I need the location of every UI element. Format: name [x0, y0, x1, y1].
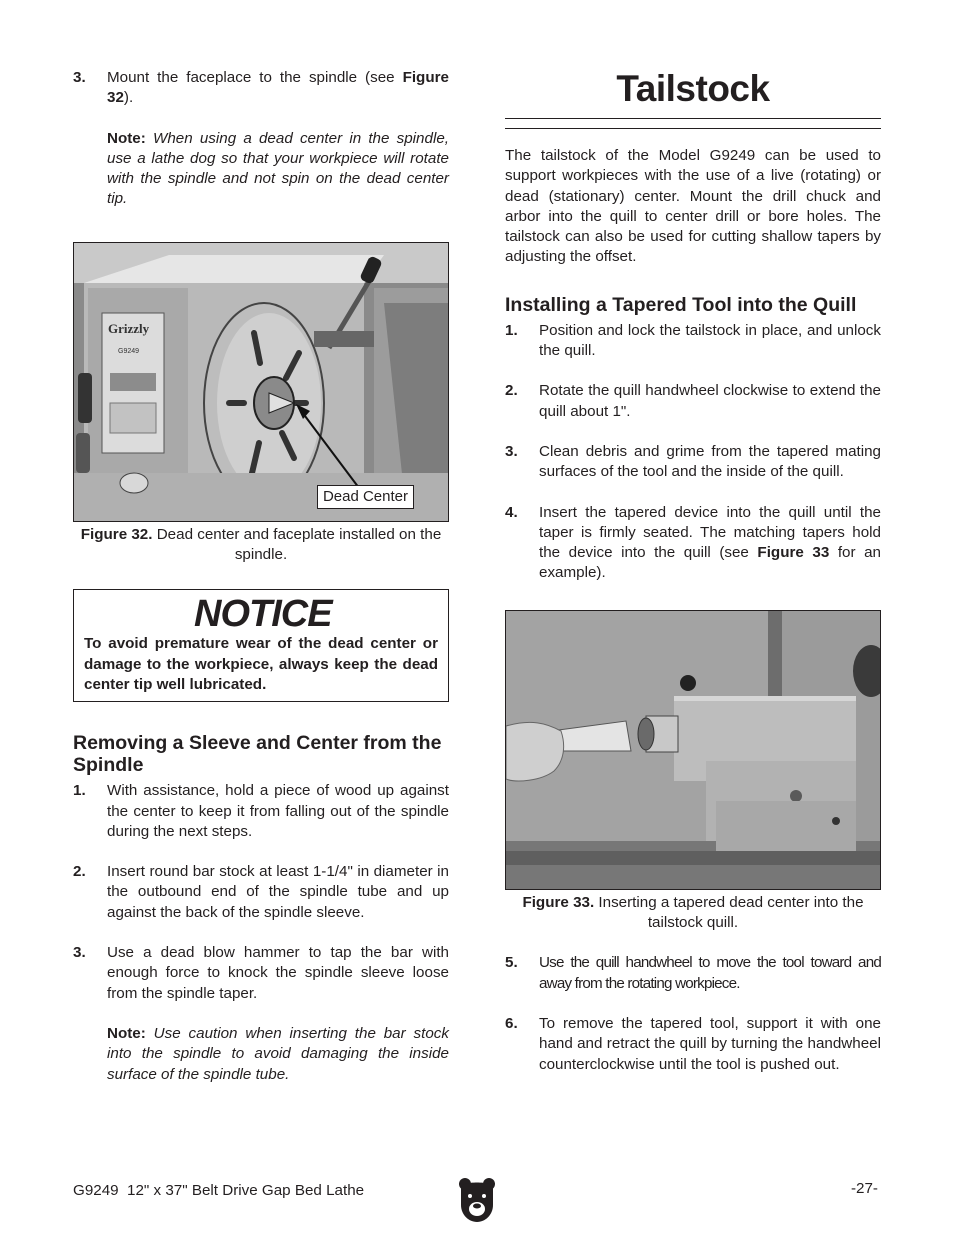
list-item	[505, 321, 881, 362]
figure-32-caption	[73, 525, 449, 566]
figure-33-photo	[505, 610, 881, 890]
step-number: 1.	[73, 782, 86, 800]
left-column	[73, 68, 449, 1085]
page-number: -27-	[850, 1180, 878, 1197]
notice-box	[73, 589, 449, 702]
step-text-end: for an example).	[539, 544, 881, 582]
step-number: 3.	[73, 69, 86, 86]
step-number: 2.	[505, 382, 518, 400]
badge-brand-text: Grizzly	[108, 320, 150, 336]
installing-steps-list	[505, 321, 881, 584]
dead-center-callout-label: Dead Center	[317, 485, 414, 509]
step-number: 6.	[505, 1014, 518, 1032]
caption-label: Figure 32.	[80, 525, 153, 543]
list-item	[505, 1014, 881, 1075]
list-item	[505, 503, 881, 584]
step-text: Use a dead blow hammer to tap the bar with enough force to knock the spindle sleeve loose from the spindle taper.	[107, 944, 449, 1002]
list-item	[73, 862, 449, 923]
note-text: Use caution when inserting the bar stock into the spindle to avoid damaging the inside surface of the spindle tube.	[107, 1024, 449, 1083]
lathe-headstock-illustration	[74, 243, 449, 522]
note-caution-bar-stock	[73, 1024, 449, 1085]
step-number: 3.	[505, 442, 518, 460]
installing-steps-list-continued	[505, 953, 881, 1074]
caption-label: Figure 33.	[522, 893, 595, 911]
step-number: 1.	[505, 321, 518, 339]
step-text: Use the quill handwheel to move the tool toward and away from the rotating workpiece.	[539, 954, 881, 992]
list-item	[505, 381, 881, 422]
step-text: Clean debris and grime from the tapered mating surfaces of the tool and the inside of the quill.	[539, 442, 881, 481]
title-rule-top	[505, 118, 881, 119]
title-rule-bottom	[505, 128, 881, 129]
step-text: Insert round bar stock at least 1-1/4" in diameter in the outbound end of the spindle tube and up against the back of the spindle sleeve.	[107, 863, 449, 921]
notice-title: NOTICE	[194, 593, 332, 636]
step-number: 2.	[73, 863, 86, 881]
list-item	[505, 953, 881, 994]
badge-model-text: G9249	[118, 347, 140, 355]
figure-33-caption	[505, 893, 881, 934]
notice-text: To avoid premature wear of the dead center or damage to the workpiece, always keep the dead center tip well lubricated.	[84, 635, 438, 693]
caption-text: Inserting a tapered dead center into the tailstock quill.	[598, 893, 864, 932]
figure-reference: Figure 33	[757, 544, 830, 562]
step-text: Rotate the quill handwheel clockwise to extend the quill about 1".	[539, 382, 881, 420]
figure-32-photo	[73, 242, 449, 522]
step-text: Position and lock the tailstock in place, and unlock the quill.	[539, 321, 881, 360]
step-number: 5.	[505, 954, 518, 972]
step-text: With assistance, hold a piece of wood up against the center to keep it from falling out of the spindle during the next steps.	[107, 782, 449, 840]
note-label: Note:	[107, 129, 146, 147]
step-text-end: ).	[123, 89, 134, 107]
note-label: Note:	[107, 1024, 146, 1042]
section-heading-installing-tool: Installing a Tapered Tool into the Quill	[505, 293, 857, 316]
right-column	[505, 68, 881, 1075]
step-text: Insert the tapered device into the quill until the taper is firmly seated. The matching tapers hold the device into the quill (see	[539, 503, 881, 562]
list-item	[505, 442, 881, 483]
list-item	[73, 781, 449, 842]
step-number: 4.	[505, 503, 518, 521]
footer-model-title: G9249 12" x 37" Belt Drive Gap Bed Lathe	[73, 1182, 365, 1199]
note-dead-center	[73, 129, 449, 210]
caption-text: Dead center and faceplate installed on the spindle.	[156, 525, 442, 564]
bear-logo-icon	[457, 1177, 497, 1223]
tailstock-quill-illustration	[506, 611, 881, 890]
step-text: Mount the faceplace to the spindle (see	[107, 69, 395, 86]
page-title: Tailstock	[616, 68, 770, 109]
figure-reference: Figure 32	[107, 69, 449, 107]
section-heading-removing-sleeve: Removing a Sleeve and Center from the Spindle	[73, 732, 442, 777]
note-text: When using a dead center in the spindle, use a lathe dog so that your workpiece will rotate with the spindle and not spin on the dead center tip.	[107, 129, 449, 208]
step-text: To remove the tapered tool, support it with one hand and retract the quill by turning the handwheel counterclockwise until the tool is pushed out.	[539, 1014, 881, 1073]
step-number: 3.	[73, 944, 86, 962]
removing-steps-list	[73, 781, 449, 1004]
step-3-mount-faceplate	[73, 68, 449, 109]
tailstock-intro: The tailstock of the Model G9249 can be used to support workpieces with the use of a live (rotating) or dead (stationary) center. Mount the drill chuck and arbor into the quill to center drill or bore holes. The tailstock can also be used for cutting shallow tapers by adjusting the offset.	[505, 147, 881, 266]
list-item	[73, 943, 449, 1004]
